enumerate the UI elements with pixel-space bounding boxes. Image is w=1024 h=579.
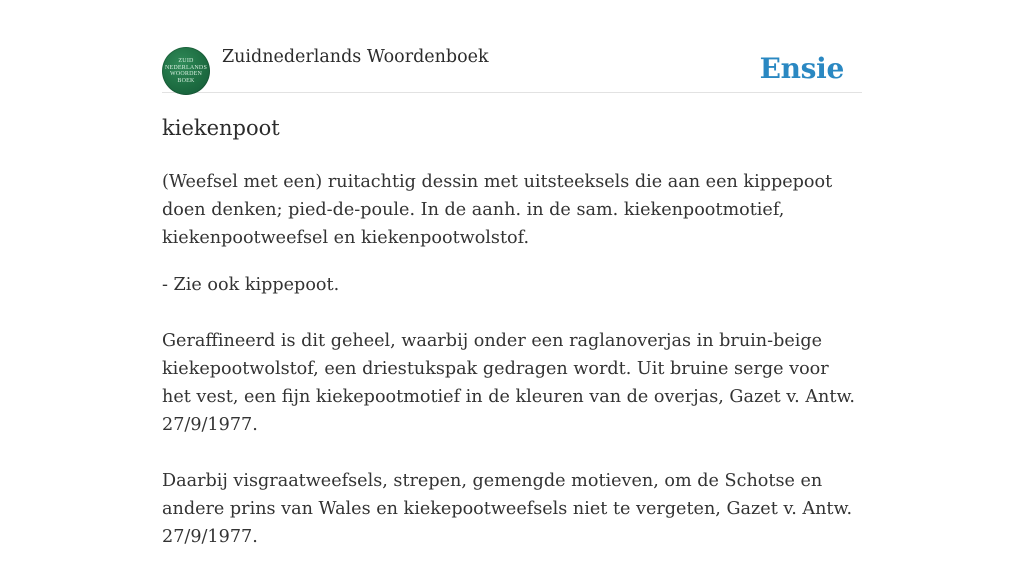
logo-line-4: BOEK [177,77,195,84]
logo-line-3: WOORDEN [169,71,203,77]
entry-quote-2: Daarbij visgraatweefsels, strepen, gemengde motieven, om de Schotse en andere prins van Wales en kiekepootweefsels niet te vergeten, Gazet v. Antw. 27/9/1977. [162,471,853,547]
entry-definition: (Weefsel met een) ruitachtig dessin met uitsteeksels die aan een kippepoot doen denken; pied-de-poule. In de aanh. in de sam. kiekenpootmotief, kiekenpootweefsel en kiekenpootwolstof. [162,172,833,248]
logo-line-1: ZUID [178,58,194,64]
logo-line-2: NEDERLANDS [165,64,207,71]
entry-headword: kiekenpoot [162,116,280,140]
site-header [162,44,862,93]
site-title[interactable]: Zuidnederlands Woordenboek [222,47,489,67]
entry-quote-1: Geraffineerd is dit geheel, waarbij onder een raglanoverjas in bruin-beige kiekepootwolstof, een driestukspak gedragen wordt. Uit bruine serge voor het vest, een fijn kiekepootmotief in de kleuren van de overjas, Gazet v. Antw. 27/9/1977. [162,331,856,435]
brand-logo[interactable]: Ensie [759,52,844,85]
site-logo[interactable] [162,47,210,95]
entry-body [162,168,862,579]
entry-see-also: - Zie ook kippepoot. [162,275,340,295]
